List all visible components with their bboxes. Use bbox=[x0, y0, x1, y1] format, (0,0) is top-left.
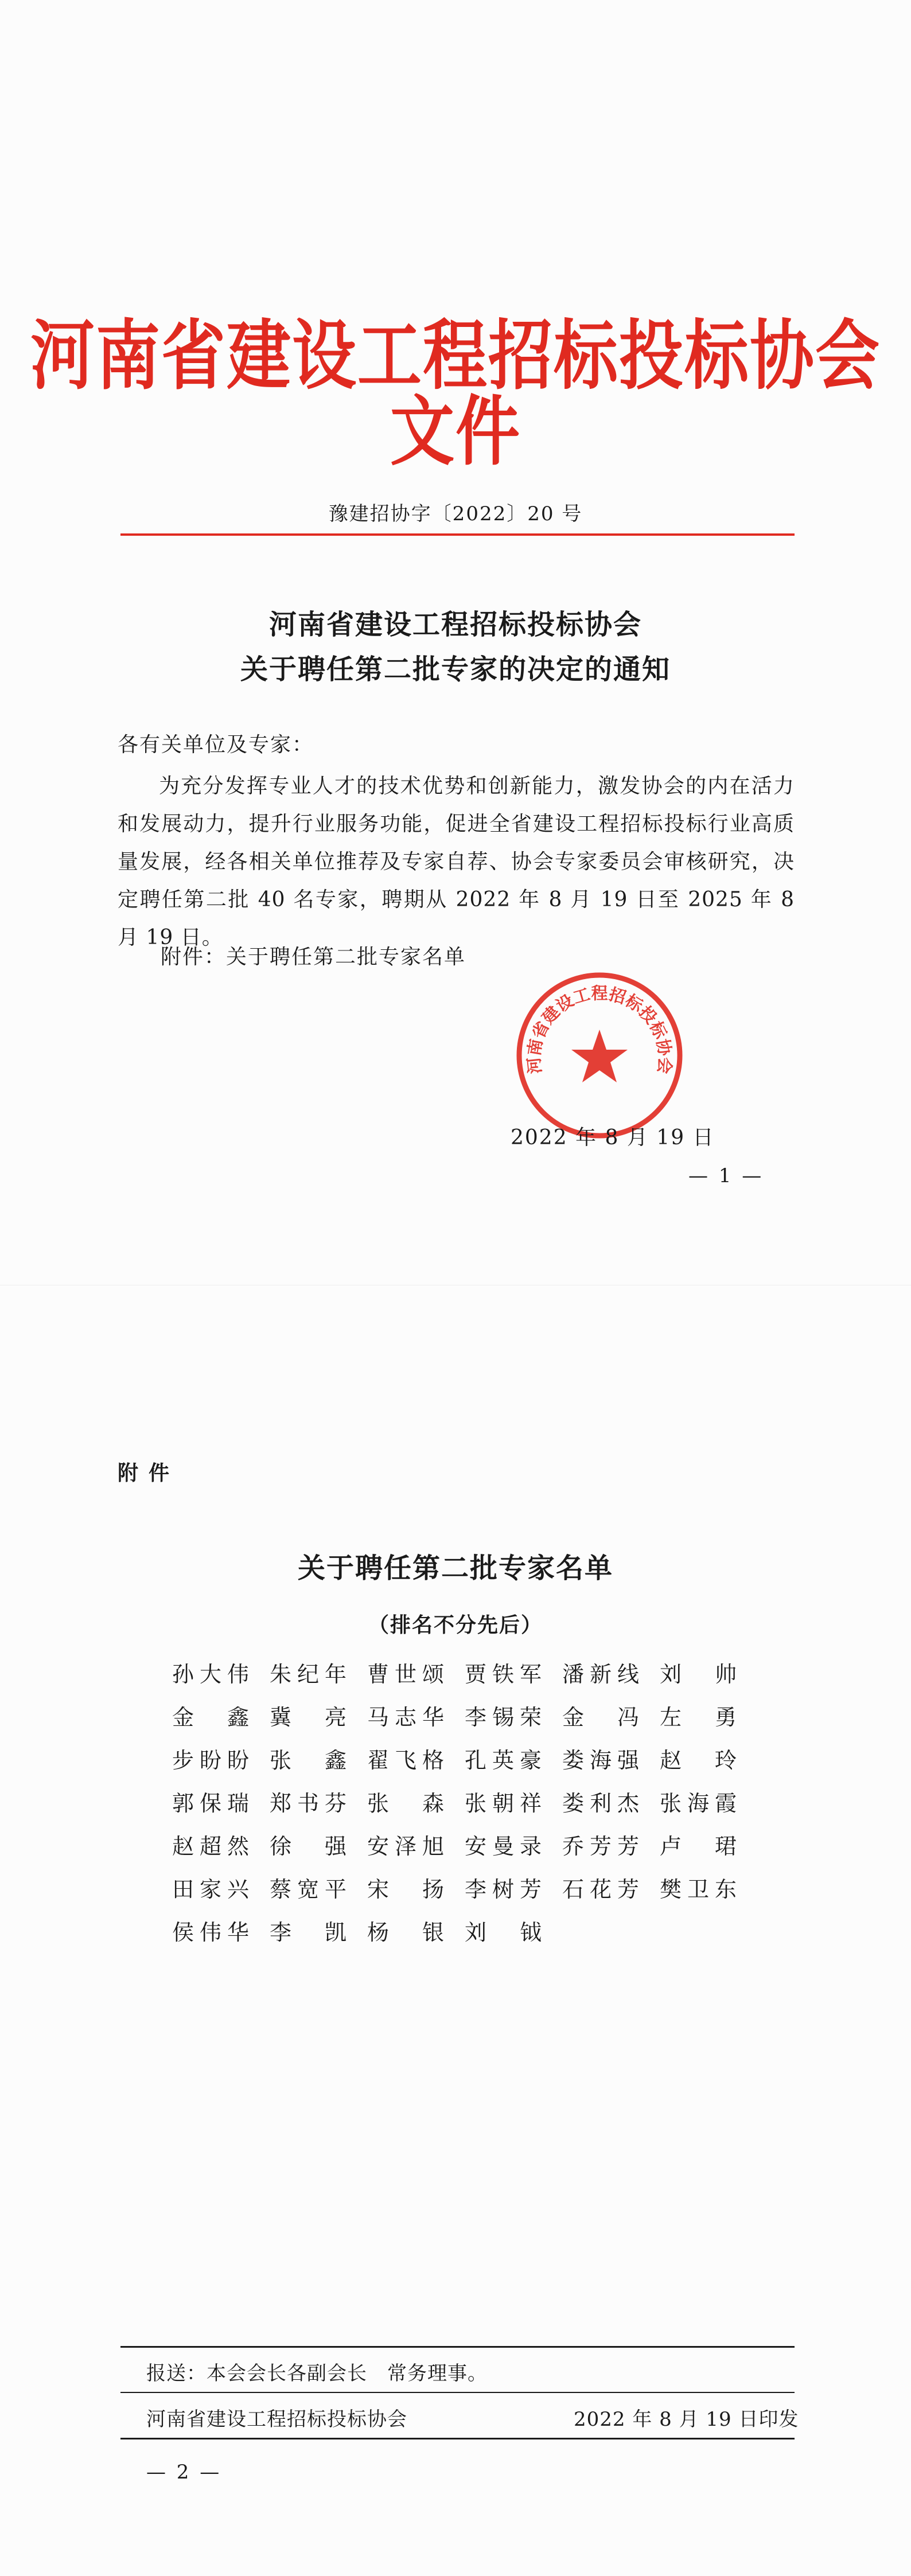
list-title: 关于聘任第二批专家名单 bbox=[297, 1552, 613, 1584]
expert-name: 徐强 bbox=[270, 1834, 347, 1859]
attachment-reference: 附件：关于聘任第二批专家名单 bbox=[161, 945, 466, 969]
expert-name: 张海霞 bbox=[660, 1791, 737, 1816]
names-row bbox=[172, 1825, 757, 1868]
notice-body: 为充分发挥专业人才的技术优势和创新能力，激发协会的内在活力和发展动力，提升行业服务功能，促进全省建设工程招标投标行业高质量发展，经各相关单位推荐及专家自荐、协会专家委员会审核研究，决定聘任第二批 40 名专家，聘期从 2022 年 8 月 19 日至 2025 年 8 月 19 日。 bbox=[118, 774, 795, 949]
seal-text: 河南省建设工程招标投标协会 bbox=[524, 983, 675, 1075]
expert-name: 贾铁军 bbox=[465, 1662, 542, 1687]
header-divider bbox=[120, 533, 795, 536]
expert-name: 卢珺 bbox=[660, 1834, 737, 1859]
expert-name: 潘新线 bbox=[562, 1662, 639, 1687]
expert-name: 李树芳 bbox=[465, 1877, 542, 1902]
page-number: — 2 — bbox=[146, 2461, 222, 2484]
footer-divider-mid bbox=[120, 2392, 795, 2393]
expert-name: 金鑫 bbox=[172, 1705, 249, 1730]
expert-names-table bbox=[172, 1653, 757, 1954]
notice-title-line1: 河南省建设工程招标投标协会 bbox=[268, 609, 642, 641]
footer-organization: 河南省建设工程招标投标协会 bbox=[146, 2408, 407, 2431]
attachment-label: 附件 bbox=[118, 1462, 180, 1485]
list-subtitle: （排名不分先后） bbox=[368, 1613, 543, 1637]
expert-name: 安曼录 bbox=[465, 1834, 542, 1859]
issue-date: 2022 年 8 月 19 日 bbox=[511, 1126, 715, 1149]
expert-name: 娄海强 bbox=[562, 1748, 639, 1773]
expert-name: 曹世颂 bbox=[367, 1662, 444, 1687]
footer-divider-bottom bbox=[120, 2438, 795, 2439]
page-number: — 1 — bbox=[688, 1164, 764, 1187]
page-1 bbox=[0, 0, 911, 1285]
expert-name: 马志华 bbox=[367, 1705, 444, 1730]
names-row bbox=[172, 1911, 757, 1954]
names-row bbox=[172, 1696, 757, 1739]
expert-name: 李凯 bbox=[270, 1920, 347, 1945]
cc-recipients: 报送：本会会长各副会长 常务理事。 bbox=[146, 2362, 488, 2385]
expert-name: 左勇 bbox=[660, 1705, 737, 1730]
expert-name: 石花芳 bbox=[562, 1877, 639, 1902]
expert-name: 张鑫 bbox=[270, 1748, 347, 1773]
expert-name: 张森 bbox=[367, 1791, 444, 1816]
expert-name: 樊卫东 bbox=[660, 1877, 737, 1902]
expert-name: 李锡荣 bbox=[465, 1705, 542, 1730]
names-row bbox=[172, 1739, 757, 1782]
footer-print-date: 2022 年 8 月 19 日印发 bbox=[574, 2408, 799, 2431]
expert-name: 杨银 bbox=[367, 1920, 444, 1945]
footer-divider-top bbox=[120, 2346, 795, 2348]
expert-name: 孙大伟 bbox=[172, 1662, 249, 1687]
expert-name: 安泽旭 bbox=[367, 1834, 444, 1859]
expert-name: 步盼盼 bbox=[172, 1748, 249, 1773]
expert-name: 冀亮 bbox=[270, 1705, 347, 1730]
document-number: 豫建招协字〔2022〕20 号 bbox=[328, 502, 583, 525]
expert-name: 郑书芬 bbox=[270, 1791, 347, 1816]
notice-title-line2: 关于聘任第二批专家的决定的通知 bbox=[240, 653, 671, 685]
expert-name: 田家兴 bbox=[172, 1877, 249, 1902]
official-seal-icon bbox=[513, 969, 686, 1141]
expert-name: 蔡宽平 bbox=[270, 1877, 347, 1902]
expert-name: 刘帅 bbox=[660, 1662, 737, 1687]
expert-name: 乔芳芳 bbox=[562, 1834, 639, 1859]
names-row bbox=[172, 1653, 757, 1696]
greeting: 各有关单位及专家： bbox=[118, 733, 314, 757]
expert-name: 朱纪年 bbox=[270, 1662, 347, 1687]
expert-name: 张朝祥 bbox=[465, 1791, 542, 1816]
names-row bbox=[172, 1782, 757, 1825]
expert-name: 侯伟华 bbox=[172, 1920, 249, 1945]
expert-name: 宋扬 bbox=[367, 1877, 444, 1902]
expert-name: 郭保瑞 bbox=[172, 1791, 249, 1816]
document-header: 河南省建设工程招标投标协会文件 bbox=[30, 312, 881, 476]
expert-name: 刘钺 bbox=[465, 1920, 542, 1945]
expert-name: 娄利杰 bbox=[562, 1791, 639, 1816]
expert-name: 赵玲 bbox=[660, 1748, 737, 1773]
names-row bbox=[172, 1868, 757, 1911]
expert-name: 赵超然 bbox=[172, 1834, 249, 1859]
expert-name: 金冯 bbox=[562, 1705, 639, 1730]
expert-name: 孔英豪 bbox=[465, 1748, 542, 1773]
expert-name: 翟飞格 bbox=[367, 1748, 444, 1773]
